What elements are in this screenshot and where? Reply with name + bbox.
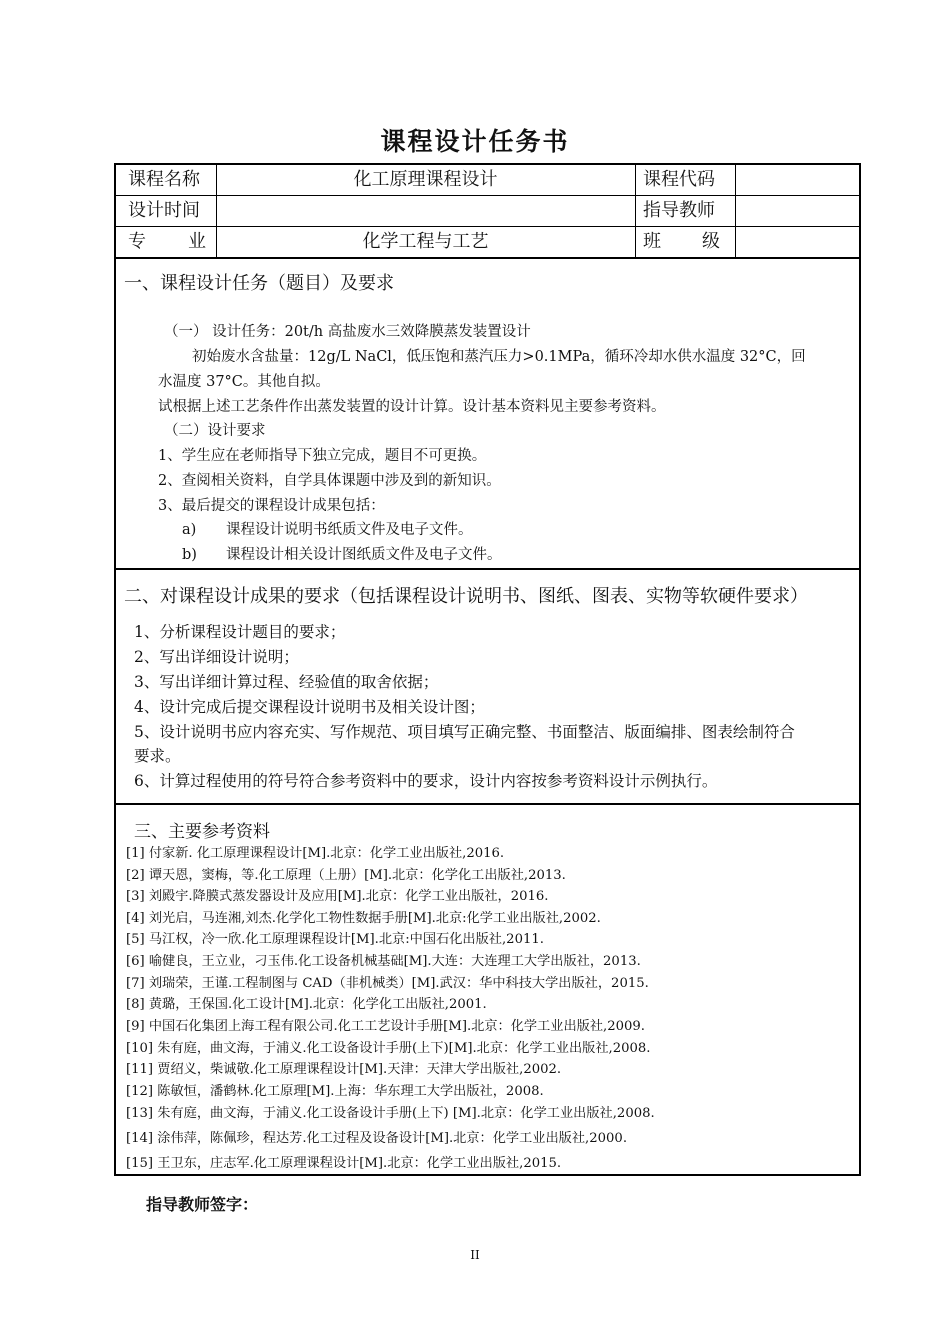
task-condition-line-cont: 水温度 37°C。其他自拟。 (158, 374, 330, 390)
reference-item: [13] 朱有庭，曲文海，于浦义.化工设备设计手册(上下) [M].北京：化学工业出版社,2008. (126, 1106, 655, 1121)
section2-heading: 二、对课程设计成果的要求（包括课程设计说明书、图纸、图表、实物等软硬件要求） (124, 586, 808, 607)
reference-item: [15] 王卫东，庄志军.化工原理课程设计[M].北京：化学工业出版社,2015. (126, 1156, 562, 1171)
column-divider (735, 165, 736, 257)
major-label-part1: 专 (128, 231, 146, 252)
result-requirement: 1、分析课程设计题目的要求； (134, 623, 346, 641)
major-label-part2: 业 (188, 231, 206, 252)
result-requirement: 6、计算过程使用的符号符合参考资料中的要求，设计内容按参考资料设计示例执行。 (134, 772, 718, 790)
task-instruction-line: 试根据上述工艺条件作出蒸发装置的设计计算。设计基本资料见主要参考资料。 (158, 399, 666, 415)
reference-item: [2] 谭天恩，窦梅，等.化工原理（上册）[M].北京：化学化工出版社,2013. (126, 868, 566, 883)
section1-heading: 一、课程设计任务（题目）及要求 (124, 273, 394, 294)
reference-item: [11] 贾绍义，柴诚敬.化工原理课程设计[M].天津：天津大学出版社,2002. (126, 1062, 562, 1077)
requirement-item: 3、最后提交的课程设计成果包括： (158, 498, 385, 514)
sub-item-text: 课程设计说明书纸质文件及电子文件。 (226, 522, 473, 538)
reference-item: [7] 刘瑞荣，王谨.工程制图与 CAD（非机械类）[M].武汉：华中科技大学出版社，2015. (126, 976, 649, 991)
reference-item: [1] 付家新. 化工原理课程设计[M].北京：化学工业出版社,2016. (126, 846, 505, 861)
result-requirement: 5、设计说明书应内容充实、写作规范、项目填写正确完整、书面整洁、版面编排、图表绘制符合 (134, 723, 795, 741)
requirement-item: 1、学生应在老师指导下独立完成，题目不可更换。 (158, 448, 487, 464)
reference-item: [9] 中国石化集团上海工程有限公司.化工工艺设计手册[M].北京：化学工业出版社,2009. (126, 1019, 645, 1034)
reference-item: [10] 朱有庭，曲文海，于浦义.化工设备设计手册(上下)[M].北京：化学工业出版社,2008. (126, 1041, 651, 1056)
design-requirements-heading: （二）设计要求 (164, 423, 266, 439)
result-requirement: 2、写出详细设计说明； (134, 648, 299, 666)
class-label-part2: 级 (702, 231, 720, 252)
design-time-label: 设计时间 (128, 200, 200, 221)
course-name-value: 化工原理课程设计 (353, 169, 498, 190)
reference-item: [14] 涂伟萍，陈佩珍，程达芳.化工过程及设备设计[M].北京：化学工业出版社,2000. (126, 1131, 628, 1146)
reference-item: [3] 刘殿宇.降膜式蒸发器设计及应用[M].北京：化学工业出版社，2016. (126, 889, 549, 904)
reference-item: [6] 喻健良，王立业，刁玉伟.化工设备机械基础[M].大连：大连理工大学出版社，2013. (126, 954, 641, 969)
reference-item: [12] 陈敏恒，潘鹤林.化工原理[M].上海：华东理工大学出版社，2008. (126, 1084, 544, 1099)
page-number: II (470, 1248, 480, 1262)
document-title: 课程设计任务书 (380, 127, 570, 156)
major-value: 化学工程与工艺 (362, 231, 489, 252)
advisor-signature-label: 指导教师签字： (146, 1195, 259, 1214)
task-condition-line: 初始废水含盐量：12g/L NaCl，低压饱和蒸汽压力>0.1MPa，循环冷却水供水温度 32°C，回 (192, 349, 806, 365)
advisor-label: 指导教师 (643, 200, 715, 221)
course-name-label: 课程名称 (128, 169, 200, 190)
course-code-label: 课程代码 (643, 169, 715, 190)
class-label-part1: 班 (643, 231, 661, 252)
task-form-table (114, 163, 861, 1176)
section-divider (116, 257, 859, 259)
result-requirement: 3、写出详细计算过程、经验值的取舍依据； (134, 673, 439, 691)
reference-item: [5] 马江权，冷一欣.化工原理课程设计[M].北京:中国石化出版社,2011. (126, 932, 544, 947)
design-task-line: （一） 设计任务：20t/h 高盐废水三效降膜蒸发装置设计 (164, 324, 531, 340)
sub-item-marker: a) (182, 522, 197, 538)
row-divider (116, 195, 859, 196)
section3-heading: 三、主要参考资料 (134, 822, 270, 842)
column-divider (635, 165, 636, 257)
reference-item: [8] 黄璐，王保国.化工设计[M].北京：化学化工出版社,2001. (126, 997, 487, 1012)
requirement-item: 2、查阅相关资料，自学具体课题中涉及到的新知识。 (158, 473, 501, 489)
section-divider (116, 803, 859, 805)
result-requirement-cont: 要求。 (134, 747, 181, 765)
reference-item: [4] 刘光启，马连湘,刘杰.化学化工物性数据手册[M].北京:化学工业出版社,2002. (126, 911, 601, 926)
sub-item-marker: b) (182, 547, 197, 563)
section-divider (116, 568, 859, 570)
result-requirement: 4、设计完成后提交课程设计说明书及相关设计图； (134, 698, 485, 716)
sub-item-text: 课程设计相关设计图纸质文件及电子文件。 (226, 547, 502, 563)
